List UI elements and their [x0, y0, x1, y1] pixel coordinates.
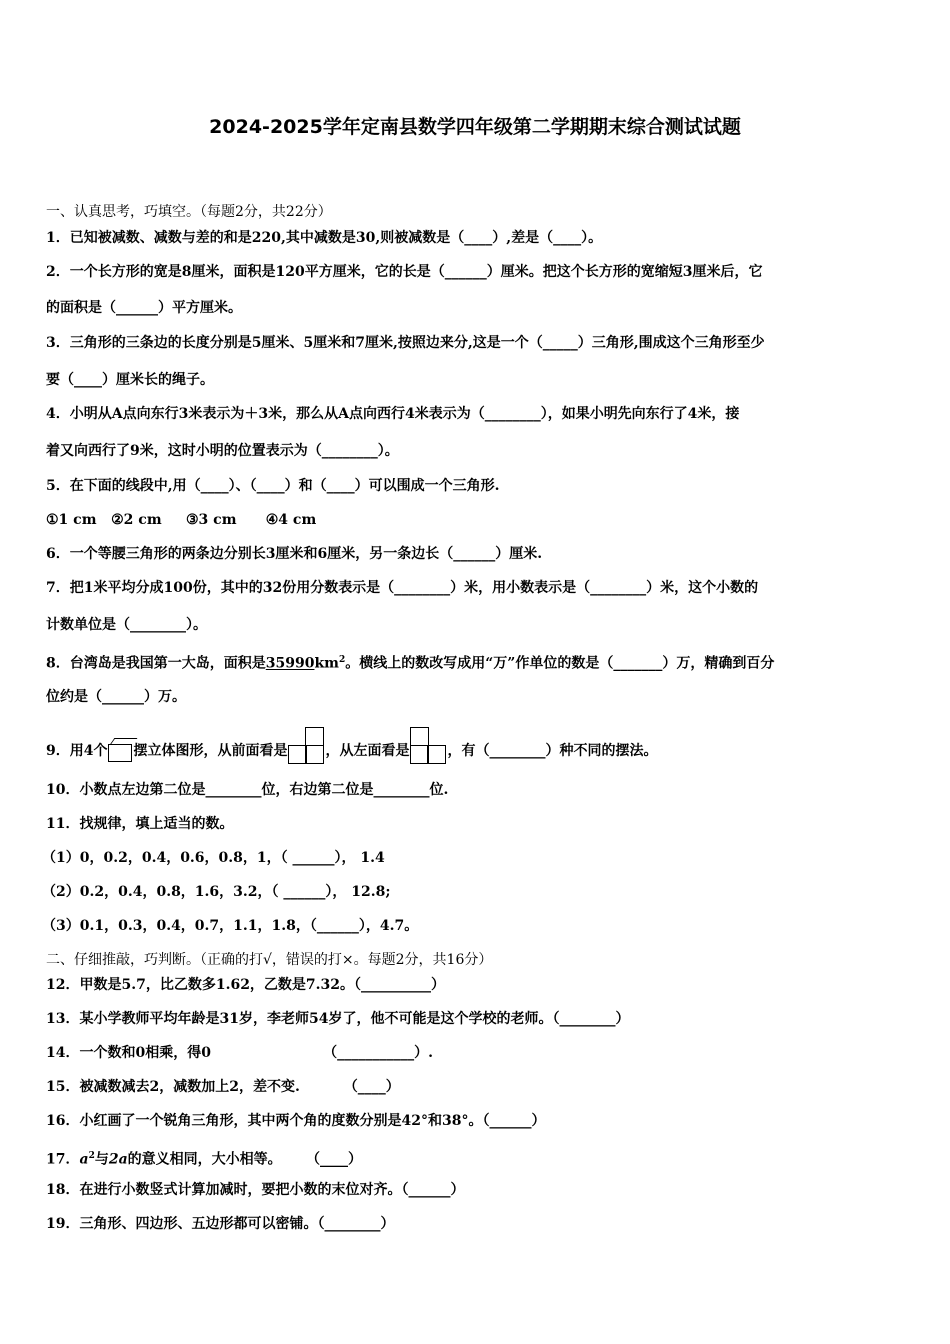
question-11: 11．找规律，填上适当的数。: [46, 816, 234, 832]
question-2-line-2: 的面积是（______）平方厘米。: [46, 300, 242, 316]
question-5: 5．在下面的线段中,用（____）、（____）和（____）可以围成一个三角形.: [46, 478, 500, 494]
question-15: 15．被减数减去2，减数加上2，差不变. （____）: [46, 1079, 400, 1095]
question-3-line-1: 3．三角形的三条边的长度分别是5厘米、5厘米和7厘米,按照边来分,这是一个（_____）三角形,围成这个三角形至少: [46, 335, 765, 351]
q17-suffix: 的意义相同，大小相等。 （____）: [127, 1151, 363, 1168]
left-view-figure-icon: [410, 727, 446, 763]
question-4-line-2: 着又向西行了9米，这时小明的位置表示为（________）。: [46, 443, 399, 459]
section-2-heading: 二、仔细推敲，巧判断。（正确的打√，错误的打×。每题2分，共16分）: [46, 952, 493, 968]
question-18: 18．在进行小数竖式计算加减时，要把小数的末位对齐。（______）: [46, 1182, 465, 1198]
front-view-figure-icon: [288, 727, 324, 763]
question-5-options: ①1 cm ②2 cm ③3 cm ④4 cm: [46, 512, 317, 528]
q9-part-2: 摆立体图形，从前面看是: [133, 743, 288, 759]
q9-part-4: ，有（________）种不同的摆法。: [447, 743, 658, 759]
question-6: 6．一个等腰三角形的两条边分别长3厘米和6厘米，另一条边长（______）厘米.: [46, 546, 543, 562]
question-7-line-2: 计数单位是（________）。: [46, 617, 207, 633]
q17-exponent: 2: [88, 1151, 95, 1161]
question-7-line-1: 7．把1米平均分成100份，其中的32份用分数表示是（________）米，用小数表示是（________）米，这个小数的: [46, 580, 759, 596]
question-13: 13．某小学教师平均年龄是31岁，李老师54岁了，他不可能是这个学校的老师。（________）: [46, 1011, 630, 1027]
section-1-heading: 一、认真思考，巧填空。（每题2分，共22分）: [46, 204, 332, 220]
page-title: 2024-2025学年定南县数学四年级第二学期期末综合测试试题: [209, 116, 741, 138]
q9-part-1: 9．用4个: [46, 743, 108, 759]
question-16: 16．小红画了一个锐角三角形，其中两个角的度数分别是42°和38°。（______）: [46, 1113, 546, 1129]
q8-unit: km: [314, 655, 339, 672]
question-9: [46, 733, 908, 769]
q9-part-3: ，从左面看是: [325, 743, 410, 759]
q8-unit-exponent: 2: [338, 655, 346, 665]
question-10: 10．小数点左边第二位是________位，右边第二位是________位.: [46, 782, 449, 798]
q17-var-a: a: [79, 1151, 89, 1168]
question-11-item-3: （3）0.1，0.3，0.4，0.7，1.1，1.8，（______），4.7。: [42, 918, 419, 934]
q8-suffix: 。横线上的数改写成用“万”作单位的数是（_______）万，精确到百分: [345, 655, 775, 672]
question-11-item-2: （2）0.2，0.4，0.8，1.6，3.2，（ ______）， 12.8;: [42, 884, 391, 900]
question-8-line-1: [46, 650, 908, 674]
question-11-item-1: （1）0，0.2，0.4，0.6，0.8，1，（ ______）， 1.4: [42, 850, 385, 866]
question-1: 1．已知被减数、减数与差的和是220,其中减数是30,则被减数是（____）,差是（____）。: [46, 230, 603, 246]
question-3-line-2: 要（____）厘米长的绳子。: [46, 372, 214, 388]
question-17: [46, 1146, 908, 1170]
question-19: 19．三角形、四边形、五边形都可以密铺。（________）: [46, 1216, 395, 1232]
q17-2a: 2a: [108, 1151, 128, 1168]
question-4-line-1: 4．小明从A点向东行3米表示为＋3米，那么从A点向西行4米表示为（________），如果小明先向东行了4米，接: [46, 406, 740, 422]
cube-figure-icon: [108, 744, 132, 762]
q8-prefix: 8．台湾岛是我国第一大岛，面积是: [46, 655, 266, 672]
question-2-line-1: 2．一个长方形的宽是8厘米，面积是120平方厘米，它的长是（______）厘米。把这个长方形的宽缩短3厘米后，它: [46, 264, 763, 280]
question-12: 12．甲数是5.7，比乙数多1.62，乙数是7.32。（__________）: [46, 977, 446, 993]
q17-and: 与: [94, 1151, 109, 1168]
q8-area-number: 35990: [265, 655, 315, 672]
question-14: 14．一个数和0相乘，得0 （___________）.: [46, 1045, 433, 1061]
question-8-line-2: 位约是（______）万。: [46, 689, 186, 705]
q17-prefix: 17．: [46, 1151, 80, 1168]
